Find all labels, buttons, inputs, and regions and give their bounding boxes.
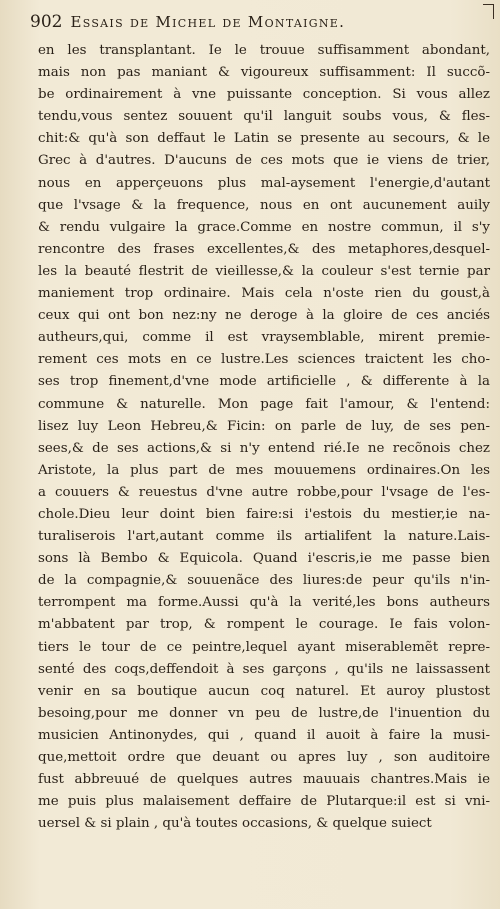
page-number: 902 — [30, 12, 63, 32]
page-header — [30, 6, 492, 32]
text-line: terrompent ma forme.Aussi qu'à la verité,les bons autheurs — [38, 595, 490, 611]
text-line: tiers le tour de ce peintre,lequel ayant miserablemẽt repre- — [38, 639, 490, 655]
blank-margin — [0, 800, 500, 909]
text-line: & rendu vulgaire la grace.Comme en nostre commun, il s'y — [38, 219, 490, 235]
text-line: ses trop finement,d'vne mode artificielle , & differente à la — [38, 374, 490, 390]
text-line: autheurs,qui, comme il est vraysemblable, mirent premie- — [38, 330, 490, 346]
text-line: chit:& qu'à son deffaut le Latin se presente au secours, & le — [38, 131, 490, 147]
text-line: maniement trop ordinaire. Mais cela n'oste rien du goust,à — [38, 286, 490, 302]
text-line: turaliserois l'art,autant comme ils artialifent la nature.Lais- — [38, 529, 490, 545]
text-line: de la compagnie,& souuenãce des liures:de peur qu'ils n'in- — [38, 573, 490, 589]
body-text — [38, 40, 490, 835]
text-line: mais non pas maniant & vigoureux suffisamment: Il succõ- — [38, 65, 490, 81]
text-line: que l'vsage & la frequence, nous en ont aucunement auily — [38, 197, 490, 213]
text-line: rencontre des frases excellentes,& des metaphores,desquel- — [38, 241, 490, 257]
text-line: nous en apperçeuons plus mal-aysement l'energie,d'autant — [38, 175, 490, 191]
text-line: venir en sa boutique aucun coq naturel. Et auroy plustost — [38, 683, 490, 699]
text-line: lisez luy Leon Hebreu,& Ficin: on parle de luy, de ses pen- — [38, 418, 490, 434]
text-line: be ordinairement à vne puissante conception. Si vous allez — [38, 87, 490, 103]
text-line: commune & naturelle. Mon page fait l'amour, & l'entend: — [38, 396, 490, 412]
text-line: rement ces mots en ce lustre.Les sciences traictent les cho- — [38, 352, 490, 368]
text-line: les la beauté flestrit de vieillesse,& la couleur s'est ternie par — [38, 263, 490, 279]
text-line: besoing,pour me donner vn peu de lustre,de l'inuention du — [38, 705, 490, 721]
text-line: sees,& de ses actions,& si n'y entend rié.Ie ne recõnois chez — [38, 440, 490, 456]
text-line: m'abbatent par trop, & rompent le courage. Ie fais volon- — [38, 617, 490, 633]
running-title: Essais de Michel de Montaigne. — [70, 13, 346, 31]
text-line: chole.Dieu leur doint bien faire:si i'estois du mestier,ie na- — [38, 506, 490, 522]
text-line: musicien Antinonydes, qui , quand il auoit à faire la musi- — [38, 727, 490, 743]
text-line: fust abbreuué de quelques autres mauuais chantres.Mais ie — [38, 772, 490, 788]
text-line: ceux qui ont bon nez:ny ne deroge à la gloire de ces anciés — [38, 308, 490, 324]
text-line: senté des coqs,deffendoit à ses garçons , qu'ils ne laissassent — [38, 661, 490, 677]
text-line: que,mettoit ordre que deuant ou apres luy , son auditoire — [38, 750, 490, 765]
text-line: me puis plus malaisement deffaire de Plutarque:il est si vni- — [38, 794, 490, 810]
text-line: uersel & si plain , qu'à toutes occasions, & quelque suiect — [38, 816, 432, 832]
text-line: tendu,vous sentez souuent qu'il languit soubs vous, & fles- — [38, 109, 490, 125]
text-line: sons là Bembo & Equicola. Quand i'escris,ie me passe bien — [38, 551, 490, 567]
text-line: a couuers & reuestus d'vne autre robbe,pour l'vsage de l'es- — [38, 484, 490, 500]
text-line: en les transplantant. Ie le trouue suffisamment abondant, — [38, 43, 490, 58]
text-line: Grec à d'autres. D'aucuns de ces mots que ie viens de trier, — [38, 153, 490, 169]
text-line: Aristote, la plus part de mes mouuemens ordinaires.On les — [38, 462, 490, 478]
